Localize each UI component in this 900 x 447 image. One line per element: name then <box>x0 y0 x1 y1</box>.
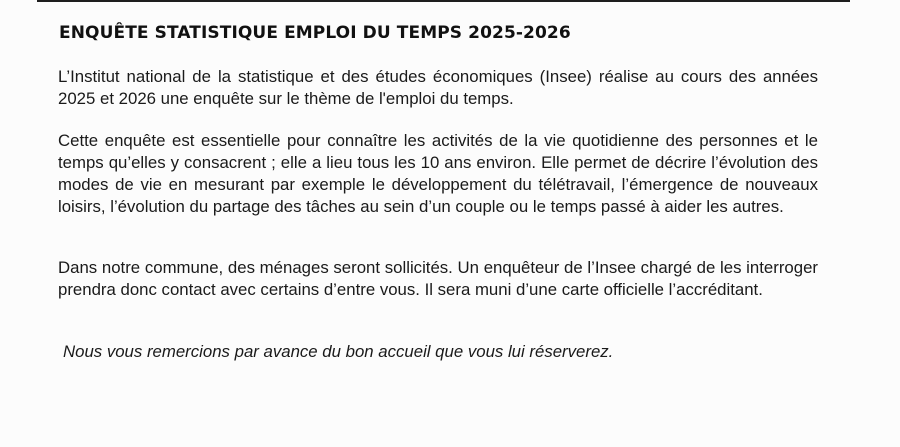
document-title: ENQUÊTE STATISTIQUE EMPLOI DU TEMPS 2025-2026 <box>59 23 571 43</box>
closing-thanks: Nous vous remercions par avance du bon accueil que vous lui réserverez. <box>63 342 614 361</box>
paragraph-purpose: Cette enquête est essentielle pour connaître les activités de la vie quotidienne des personnes et le temps qu’elles y consacrent ; elle a lieu tous les 10 ans environ. Elle permet de décrire l’évolution des modes de vie en mesurant par exemple le développement du télétravail, l’émergence de nouveaux loisirs, l’évolution du partage des tâches au sein d’un couple ou le temps passé à aider les autres. <box>58 131 818 216</box>
paragraph-commune: Dans notre commune, des ménages seront sollicités. Un enquêteur de l’Insee chargé de les interroger prendra donc contact avec certains d’entre vous. Il sera muni d’une carte officielle l’accréditant. <box>58 258 818 299</box>
paragraph-intro: L’Institut national de la statistique et des études économiques (Insee) réalise au cours des années 2025 et 2026 une enquête sur le thème de l'emploi du temps. <box>58 67 818 108</box>
top-rule <box>37 0 850 2</box>
